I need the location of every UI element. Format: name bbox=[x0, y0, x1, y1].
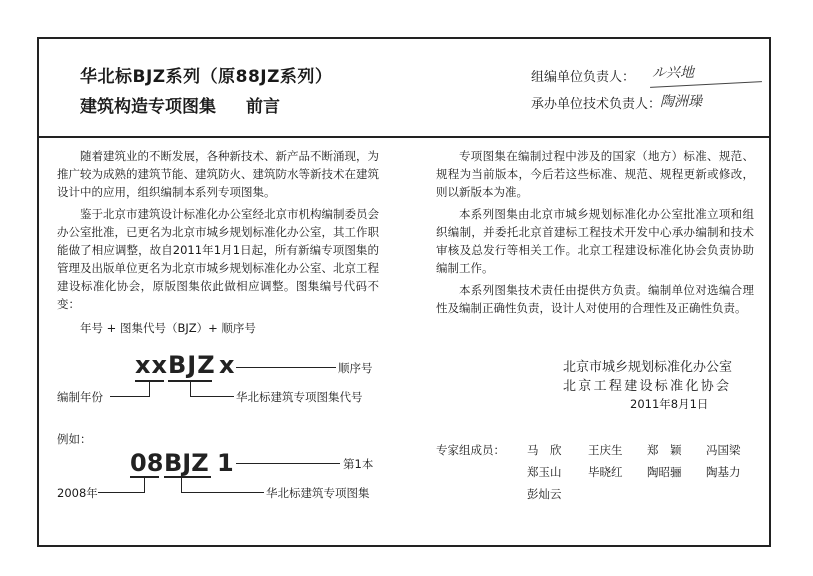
signature-org: ル兴地 bbox=[652, 65, 694, 81]
example-bjz: BJZ bbox=[164, 449, 209, 477]
example-year-label: 2008年 bbox=[57, 486, 98, 500]
left-paragraph-1: 随着建筑业的不断发展，各种新技术、新产品不断涌现，为推广较为成熟的建筑节能、建筑防火、建筑防水等新技术在建筑设计中的应用，组织编制本系列专项图集。 bbox=[57, 149, 379, 199]
example-num: 1 bbox=[217, 449, 234, 477]
code-year-xx: xx bbox=[135, 351, 168, 379]
expert-name: 陶昭骊 bbox=[647, 465, 682, 479]
example-series-label: 华北标建筑专项图集 bbox=[266, 486, 370, 500]
expert-name: 郑玉山 bbox=[527, 465, 562, 479]
expert-name: 毕晓红 bbox=[588, 465, 623, 479]
title-line1: 华北标BJZ系列（原88JZ系列） bbox=[80, 67, 333, 87]
experts-label: 专家组成员： bbox=[436, 443, 505, 457]
title-collection: 建筑构造专项图集 bbox=[80, 97, 216, 117]
title-line2 bbox=[80, 92, 280, 117]
example-series-vertical bbox=[181, 477, 182, 492]
expert-name: 彭灿云 bbox=[527, 487, 562, 501]
right-paragraph-2: 本系列图集由北京市城乡规划标准化办公室批准立项和组织编制，并委托北京首建标工程技术开发中心承办编制和技术审核及总发行等相关工作。北京工程建设标准化协会负责协助编制工作。 bbox=[436, 207, 754, 275]
code-bjz: BJZ bbox=[168, 351, 216, 379]
example-year-horizontal bbox=[98, 492, 145, 493]
code-label: 华北标建筑专项图集代号 bbox=[236, 390, 363, 404]
signature-tech: 陶洲璪 bbox=[660, 94, 702, 110]
code-seq-x: x bbox=[219, 351, 235, 379]
code-leader-vertical bbox=[190, 381, 191, 396]
example-year-08: 08 bbox=[130, 449, 164, 477]
num-leader-line bbox=[236, 463, 340, 464]
code-format: 年号 + 图集代号（BJZ）+ 顺序号 bbox=[80, 321, 256, 335]
year-label: 编制年份 bbox=[57, 390, 103, 404]
expert-name: 郑 颖 bbox=[647, 443, 682, 457]
expert-name: 马 欣 bbox=[527, 443, 562, 457]
year-leader-vertical bbox=[149, 381, 150, 396]
issue-date: 2011年8月1日 bbox=[630, 397, 709, 411]
expert-name: 王庆生 bbox=[588, 443, 623, 457]
org-association: 北京工程建设标准化协会 bbox=[563, 379, 732, 394]
example-bjz-underline bbox=[164, 476, 211, 478]
title-preface: 前言 bbox=[246, 97, 280, 117]
resp-tech-label: 承办单位技术负责人： bbox=[531, 97, 662, 112]
example-series-horizontal bbox=[181, 492, 264, 493]
expert-name: 冯国梁 bbox=[706, 443, 741, 457]
seq-label: 顺序号 bbox=[338, 361, 373, 375]
right-paragraph-3: 本系列图集技术责任由提供方负责。编制单位对选编合理性及编制正确性负责，设计人对使用的合理性及正确性负责。 bbox=[436, 283, 754, 315]
header-divider bbox=[37, 136, 771, 138]
example-year-vertical bbox=[144, 477, 145, 492]
example-num-label: 第1本 bbox=[343, 457, 374, 471]
left-paragraph-2: 鉴于北京市建筑设计标准化办公室经北京市机构编制委员会办公室批准，已更名为北京市城乡规划标准化办公室，其工作职能做了相应调整，故自2011年1月1日起，所有新编专项图集的管理及出版单位更名为北京市城乡规划标准化办公室、北京工程建设标准化协会，原版图集依此做相应调整。图集编号代码不变： bbox=[57, 207, 379, 311]
org-planning-office: 北京市城乡规划标准化办公室 bbox=[563, 360, 733, 375]
right-paragraph-1: 专项图集在编制过程中涉及的国家（地方）标准、规范、规程为当前版本，今后若这些标准、规范、规程更新或修改，则以新版本为准。 bbox=[436, 149, 754, 199]
code-leader-horizontal bbox=[190, 396, 234, 397]
expert-name: 陶基力 bbox=[706, 465, 741, 479]
resp-org-label: 组编单位负责人： bbox=[531, 70, 636, 85]
seq-leader-line bbox=[236, 367, 336, 368]
example-label: 例如： bbox=[57, 432, 92, 446]
year-leader-horizontal bbox=[110, 396, 150, 397]
